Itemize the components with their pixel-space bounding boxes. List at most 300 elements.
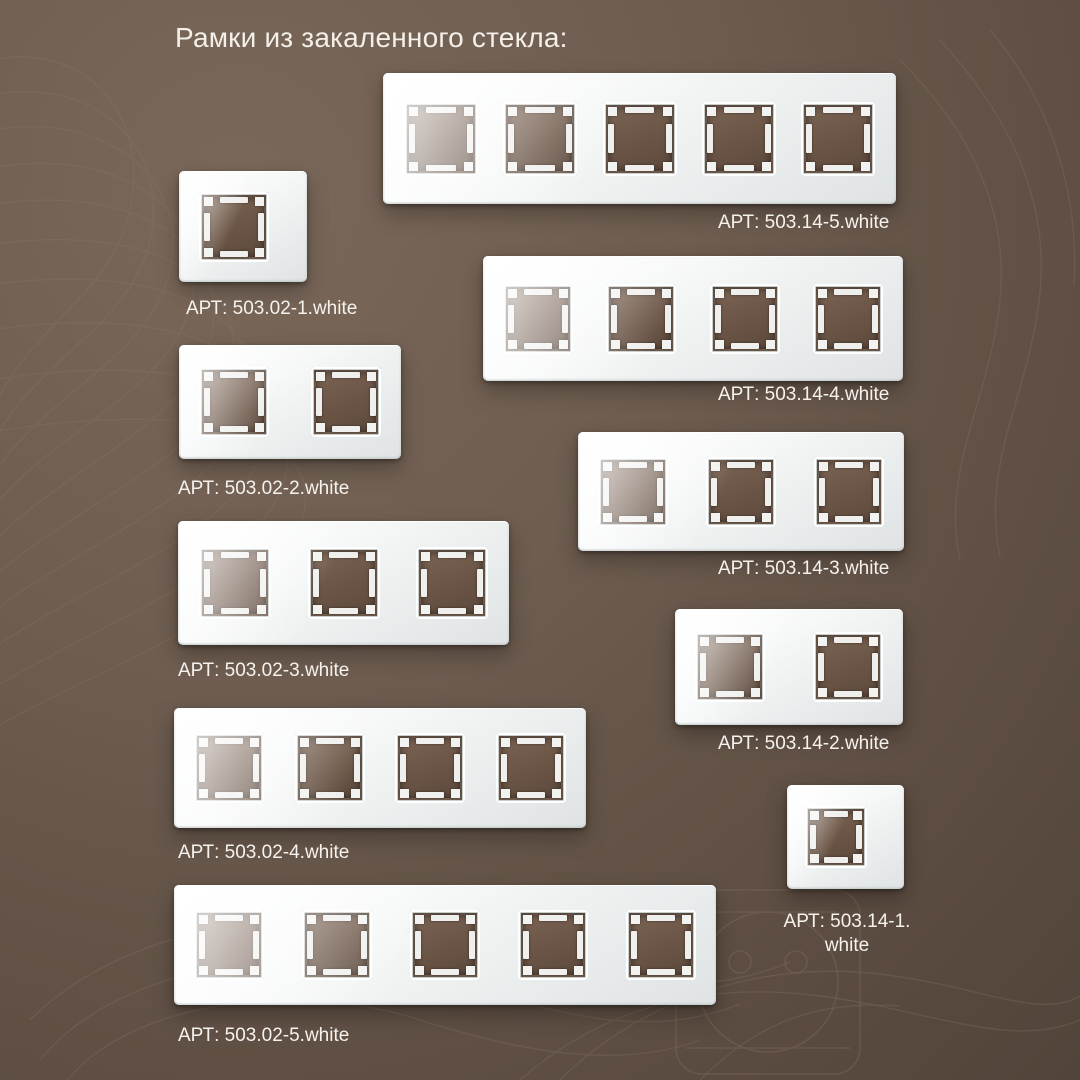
claw-tab-bottom [834, 691, 862, 697]
claw-tab-bottom [517, 792, 545, 798]
corner-tr [563, 107, 572, 116]
claw-tab-top [834, 637, 862, 643]
corner-tl [204, 372, 213, 381]
frame-aperture [311, 367, 381, 437]
corner-bl [806, 162, 815, 171]
corner-br [464, 162, 473, 171]
claw-tab-right [467, 124, 473, 154]
corner-tr [662, 289, 671, 298]
frame-aperture [518, 910, 588, 980]
claw-tab-top [220, 197, 248, 203]
corner-tl [523, 915, 532, 924]
frame-aperture [503, 102, 577, 176]
product-caption-503-14-5: АРТ: 503.14-5.white [718, 212, 890, 233]
corner-bl [700, 688, 709, 697]
claw-tab-bottom [627, 343, 655, 349]
claw-tab-top [727, 462, 755, 468]
claw-tab-right [685, 931, 691, 959]
corner-br [559, 340, 568, 349]
corner-tl [810, 811, 819, 820]
claw-tab-top [220, 372, 248, 378]
corner-br [869, 340, 878, 349]
corner-tr [255, 197, 264, 206]
frame-aperture [199, 367, 269, 437]
claw-tab-top [647, 915, 675, 921]
corner-bl [204, 248, 213, 257]
corner-tr [861, 107, 870, 116]
corner-bl [715, 340, 724, 349]
corner-tr [869, 289, 878, 298]
claw-tab-bottom [731, 343, 759, 349]
claw-tab-right [566, 124, 572, 154]
frame-aperture [805, 806, 867, 868]
product-503-14-1[interactable] [787, 785, 904, 889]
corner-tr [464, 107, 473, 116]
claw-tab-left [199, 931, 205, 959]
corner-br [563, 162, 572, 171]
claw-tab-bottom [215, 969, 243, 975]
frame-aperture [194, 733, 264, 803]
frame-aperture [199, 547, 271, 619]
frame-body [178, 521, 509, 645]
claw-tab-top [517, 738, 545, 744]
product-caption-503-02-5: АРТ: 503.02-5.white [178, 1025, 350, 1046]
frame-body [383, 73, 896, 204]
claw-tab-left [603, 478, 609, 506]
claw-tab-bottom [619, 516, 647, 522]
corner-bl [204, 423, 213, 432]
claw-tab-bottom [438, 608, 467, 614]
claw-tab-bottom [329, 608, 358, 614]
frame-aperture [695, 632, 765, 702]
claw-tab-left [204, 388, 210, 416]
corner-br [574, 966, 583, 975]
corner-bl [508, 162, 517, 171]
corner-tr [367, 372, 376, 381]
claw-tab-top [525, 107, 555, 113]
claw-tab-left [313, 569, 319, 598]
product-503-14-4[interactable] [483, 256, 903, 381]
claw-tab-bottom [724, 165, 754, 171]
frame-aperture [503, 284, 573, 354]
corner-bl [611, 340, 620, 349]
corner-bl [818, 688, 827, 697]
claw-tab-right [477, 569, 483, 598]
corner-tr [574, 915, 583, 924]
corner-tl [818, 289, 827, 298]
claw-tab-left [415, 931, 421, 959]
claw-tab-bottom [823, 165, 853, 171]
corner-br [766, 340, 775, 349]
frame-aperture [706, 457, 776, 527]
frame-body [578, 432, 904, 551]
claw-tab-top [731, 289, 759, 295]
claw-tab-right [577, 931, 583, 959]
claw-tab-right [258, 213, 264, 241]
frame-aperture [801, 102, 875, 176]
frame-aperture [404, 102, 478, 176]
frame-aperture [598, 457, 668, 527]
frame-aperture [308, 547, 380, 619]
product-503-02-3[interactable] [178, 521, 509, 645]
corner-bl [415, 966, 424, 975]
corner-br [366, 605, 375, 614]
frame-body [675, 609, 903, 725]
claw-tab-bottom [221, 608, 250, 614]
claw-tab-bottom [716, 691, 744, 697]
corner-br [861, 162, 870, 171]
claw-tab-left [400, 754, 406, 782]
corner-bl [603, 513, 612, 522]
claw-tab-right [754, 653, 760, 681]
frame-aperture [702, 102, 776, 176]
corner-tl [700, 637, 709, 646]
corner-br [762, 513, 771, 522]
claw-tab-top [431, 915, 459, 921]
claw-tab-left [611, 305, 617, 333]
claw-tab-right [872, 305, 878, 333]
product-503-02-1[interactable] [179, 171, 307, 282]
corner-tr [869, 637, 878, 646]
claw-tab-left [523, 931, 529, 959]
claw-tab-top [221, 552, 250, 558]
claw-tab-top [416, 738, 444, 744]
claw-tab-left [508, 305, 514, 333]
claw-tab-top [824, 811, 849, 817]
corner-bl [508, 340, 517, 349]
frame-aperture [814, 457, 884, 527]
frame-body [174, 885, 716, 1005]
corner-br [751, 688, 760, 697]
corner-br [662, 340, 671, 349]
claw-tab-right [369, 569, 375, 598]
corner-bl [501, 789, 510, 798]
claw-tab-left [300, 754, 306, 782]
claw-tab-right [666, 124, 672, 154]
claw-tab-left [715, 305, 721, 333]
claw-tab-right [258, 388, 264, 416]
corner-br [250, 966, 259, 975]
claw-tab-top [329, 552, 358, 558]
corner-tr [654, 462, 663, 471]
claw-tab-left [501, 754, 507, 782]
corner-bl [819, 513, 828, 522]
claw-tab-left [810, 825, 816, 850]
claw-tab-left [819, 478, 825, 506]
corner-tl [603, 462, 612, 471]
corner-tr [552, 738, 561, 747]
claw-tab-left [608, 124, 614, 154]
corner-tl [715, 289, 724, 298]
claw-tab-top [524, 289, 552, 295]
claw-tab-right [253, 754, 259, 782]
corner-tl [611, 289, 620, 298]
claw-tab-top [215, 915, 243, 921]
claw-tab-right [361, 931, 367, 959]
corner-tr [853, 811, 862, 820]
corner-bl [810, 854, 819, 863]
frame-body [483, 256, 903, 381]
corner-br [257, 605, 266, 614]
claw-tab-left [508, 124, 514, 154]
product-503-02-5[interactable] [174, 885, 716, 1005]
corner-bl [421, 605, 430, 614]
claw-tab-left [421, 569, 427, 598]
corner-tl [508, 289, 517, 298]
claw-tab-top [716, 637, 744, 643]
frame-aperture [813, 284, 883, 354]
claw-tab-bottom [220, 251, 248, 257]
claw-tab-bottom [524, 343, 552, 349]
corner-br [255, 248, 264, 257]
claw-tab-top [619, 462, 647, 468]
corner-tl [400, 738, 409, 747]
frame-aperture [626, 910, 696, 980]
claw-tab-top [426, 107, 456, 113]
frame-aperture [496, 733, 566, 803]
corner-tl [707, 107, 716, 116]
claw-tab-left [818, 653, 824, 681]
claw-tab-top [438, 552, 467, 558]
corner-br [255, 423, 264, 432]
claw-tab-top [316, 738, 344, 744]
corner-br [663, 162, 672, 171]
claw-tab-top [627, 289, 655, 295]
corner-bl [313, 605, 322, 614]
corner-tr [351, 738, 360, 747]
claw-tab-bottom [625, 165, 655, 171]
claw-tab-bottom [323, 969, 351, 975]
corner-bl [707, 162, 716, 171]
claw-tab-left [307, 931, 313, 959]
product-503-14-3[interactable] [578, 432, 904, 551]
frame-aperture [410, 910, 480, 980]
corner-bl [300, 789, 309, 798]
corner-bl [199, 966, 208, 975]
claw-tab-top [539, 915, 567, 921]
corner-tl [204, 552, 213, 561]
corner-bl [608, 162, 617, 171]
claw-tab-top [823, 107, 853, 113]
frame-aperture [416, 547, 488, 619]
claw-tab-right [665, 305, 671, 333]
product-caption-503-02-2: АРТ: 503.02-2.white [178, 478, 350, 499]
corner-br [250, 789, 259, 798]
product-503-14-5[interactable] [383, 73, 896, 204]
corner-br [367, 423, 376, 432]
claw-tab-right [370, 388, 376, 416]
product-caption-503-02-3: АРТ: 503.02-3.white [178, 660, 350, 681]
claw-tab-bottom [525, 165, 555, 171]
frame-aperture [603, 102, 677, 176]
corner-tl [300, 738, 309, 747]
corner-tr [766, 289, 775, 298]
claw-tab-right [454, 754, 460, 782]
claw-tab-left [204, 213, 210, 241]
claw-tab-right [469, 931, 475, 959]
claw-tab-left [316, 388, 322, 416]
claw-tab-bottom [824, 857, 849, 863]
corner-tr [250, 738, 259, 747]
frame-aperture [295, 733, 365, 803]
corner-tl [415, 915, 424, 924]
claw-tab-top [834, 289, 862, 295]
corner-tl [501, 738, 510, 747]
corner-bl [631, 966, 640, 975]
claw-tab-top [323, 915, 351, 921]
corner-tr [250, 915, 259, 924]
corner-tl [711, 462, 720, 471]
claw-tab-right [765, 124, 771, 154]
claw-tab-top [625, 107, 655, 113]
corner-bl [818, 340, 827, 349]
corner-tl [409, 107, 418, 116]
corner-tl [307, 915, 316, 924]
claw-tab-right [354, 754, 360, 782]
claw-tab-right [253, 931, 259, 959]
frame-body [787, 785, 904, 889]
corner-tr [559, 289, 568, 298]
claw-tab-bottom [426, 165, 456, 171]
claw-tab-left [204, 569, 210, 598]
corner-tr [663, 107, 672, 116]
claw-tab-right [765, 478, 771, 506]
corner-br [451, 789, 460, 798]
claw-tab-right [260, 569, 266, 598]
corner-tr [358, 915, 367, 924]
frame-body [179, 345, 401, 459]
corner-br [466, 966, 475, 975]
frame-aperture [710, 284, 780, 354]
corner-bl [316, 423, 325, 432]
corner-br [351, 789, 360, 798]
claw-tab-bottom [332, 426, 360, 432]
page-title: Рамки из закаленного стекла: [175, 22, 568, 53]
frame-aperture [813, 632, 883, 702]
product-caption-503-02-1: АРТ: 503.02-1.white [186, 298, 358, 319]
claw-tab-right [562, 305, 568, 333]
frame-aperture [302, 910, 372, 980]
product-caption-503-02-4: АРТ: 503.02-4.white [178, 842, 350, 863]
corner-br [358, 966, 367, 975]
corner-bl [400, 789, 409, 798]
corner-tr [451, 738, 460, 747]
corner-br [762, 162, 771, 171]
corner-tl [818, 637, 827, 646]
corner-bl [523, 966, 532, 975]
claw-tab-left [409, 124, 415, 154]
product-caption-503-14-4: АРТ: 503.14-4.white [718, 384, 890, 405]
claw-tab-bottom [316, 792, 344, 798]
corner-tl [316, 372, 325, 381]
corner-tl [199, 915, 208, 924]
claw-tab-bottom [834, 343, 862, 349]
product-503-02-4[interactable] [174, 708, 586, 828]
corner-br [869, 688, 878, 697]
claw-tab-left [700, 653, 706, 681]
claw-tab-right [657, 478, 663, 506]
claw-tab-right [555, 754, 561, 782]
claw-tab-left [707, 124, 713, 154]
corner-tl [508, 107, 517, 116]
product-caption-503-14-1: АРТ: 503.14-1. white [783, 911, 911, 956]
claw-tab-left [818, 305, 824, 333]
product-503-02-2[interactable] [179, 345, 401, 459]
corner-tl [421, 552, 430, 561]
claw-tab-bottom [647, 969, 675, 975]
corner-tr [255, 372, 264, 381]
claw-tab-top [215, 738, 243, 744]
frame-aperture [606, 284, 676, 354]
product-503-14-2[interactable] [675, 609, 903, 725]
claw-tab-bottom [835, 516, 863, 522]
corner-bl [199, 789, 208, 798]
claw-tab-left [199, 754, 205, 782]
frame-aperture [194, 910, 264, 980]
corner-tl [199, 738, 208, 747]
claw-tab-left [631, 931, 637, 959]
claw-tab-right [856, 825, 862, 850]
corner-tr [474, 552, 483, 561]
corner-br [853, 854, 862, 863]
claw-tab-top [724, 107, 754, 113]
claw-tab-right [872, 653, 878, 681]
corner-br [474, 605, 483, 614]
frame-body [174, 708, 586, 828]
claw-tab-bottom [416, 792, 444, 798]
corner-tr [682, 915, 691, 924]
corner-tr [751, 637, 760, 646]
corner-tl [631, 915, 640, 924]
claw-tab-right [769, 305, 775, 333]
corner-tl [204, 197, 213, 206]
corner-tr [257, 552, 266, 561]
frame-aperture [395, 733, 465, 803]
claw-tab-top [835, 462, 863, 468]
corner-bl [409, 162, 418, 171]
corner-br [682, 966, 691, 975]
corner-br [654, 513, 663, 522]
claw-tab-left [711, 478, 717, 506]
corner-br [552, 789, 561, 798]
corner-tr [762, 107, 771, 116]
product-caption-503-14-2: АРТ: 503.14-2.white [718, 733, 890, 754]
corner-tr [466, 915, 475, 924]
corner-bl [711, 513, 720, 522]
corner-tl [806, 107, 815, 116]
corner-tl [608, 107, 617, 116]
claw-tab-bottom [727, 516, 755, 522]
frame-aperture [199, 192, 269, 262]
claw-tab-bottom [431, 969, 459, 975]
corner-tr [762, 462, 771, 471]
claw-tab-left [806, 124, 812, 154]
claw-tab-right [873, 478, 879, 506]
frame-body [179, 171, 307, 282]
claw-tab-right [864, 124, 870, 154]
corner-tl [313, 552, 322, 561]
claw-tab-top [332, 372, 360, 378]
corner-br [870, 513, 879, 522]
claw-tab-bottom [539, 969, 567, 975]
corner-tl [819, 462, 828, 471]
corner-tr [366, 552, 375, 561]
claw-tab-bottom [215, 792, 243, 798]
claw-tab-bottom [220, 426, 248, 432]
corner-bl [204, 605, 213, 614]
corner-tr [870, 462, 879, 471]
product-caption-503-14-3: АРТ: 503.14-3.white [718, 558, 890, 579]
